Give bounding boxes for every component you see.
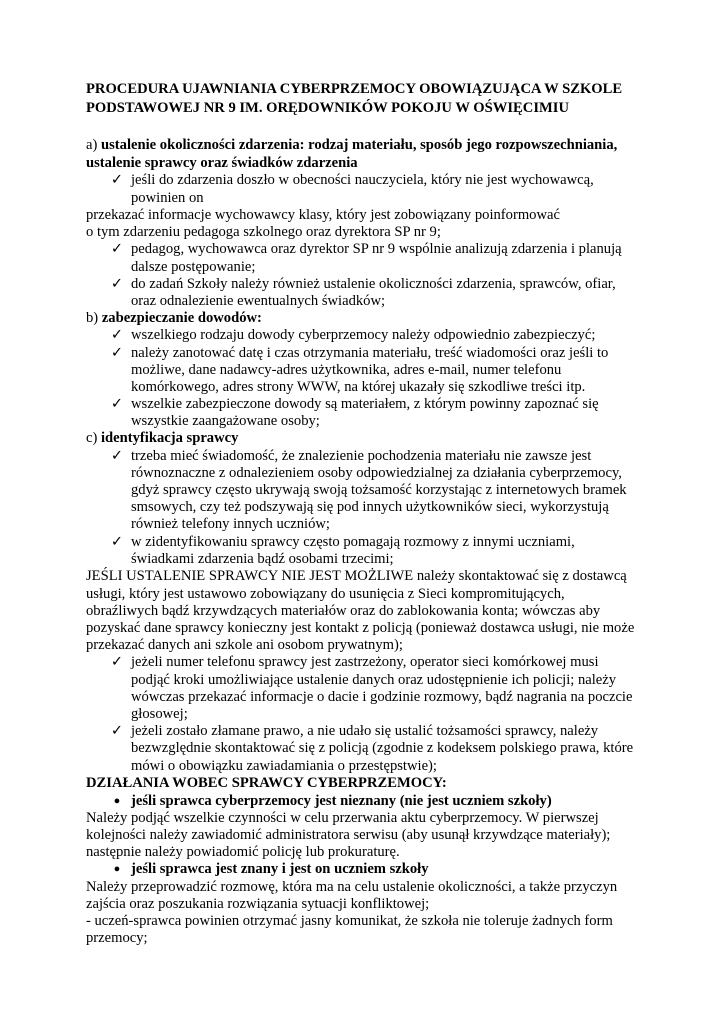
list-item-cont: oraz odnalezienie ewentualnych świadków; [131, 293, 386, 309]
paragraph-line: - uczeń-sprawca powinien otrzymać jasny komunikat, że szkoła nie toleruje żadnych form [86, 913, 613, 929]
list-item: jeżeli numer telefonu sprawcy jest zastrzeżony, operator sieci komórkowej musi [131, 654, 599, 670]
paragraph-line: pozyskać dane sprawcy konieczny jest kontakt z policją (ponieważ dostawca usługi, nie może [86, 620, 635, 636]
checkmark-icon: ✓ [110, 448, 124, 464]
paragraph-line: obraźliwych bądź krzywdzących materiałów oraz do zablokowania konta; wówczas aby [86, 603, 601, 619]
paragraph-line: usługi, który jest ustawowo zobowiązany do usunięcia z Sieci kompromitujących, [86, 586, 565, 602]
checkmark-icon: ✓ [110, 396, 124, 412]
list-item-cont: mówi o obowiązku zawiadamiania o przestępstwie); [131, 758, 437, 774]
checkmark-icon: ✓ [110, 241, 124, 257]
title-line: PROCEDURA UJAWNIANIA CYBERPRZEMOCY OBOWIĄZUJĄCA W SZKOLE [86, 81, 623, 97]
bullet-icon: ● [113, 795, 121, 807]
list-item-cont: komórkowego, adres strony WWW, na której ukazały się szkodliwe treści itp. [131, 379, 586, 395]
list-item-cont: świadkami zdarzenia bądź osobami trzecimi; [131, 551, 394, 567]
paragraph-line: zajścia oraz poszukania rozwiązania sytuacji konfliktowej; [86, 896, 430, 912]
paragraph-line: o tym zdarzeniu pedagoga szkolnego oraz dyrektora SP nr 9; [86, 224, 441, 240]
list-item-cont: wówczas przekazać informacje o dacie i godzinie rozmowy, bądź nagrania na poczcie [131, 689, 633, 705]
list-item: należy zanotować datę i czas otrzymania materiału, treść wiadomości oraz jeśli to [131, 345, 609, 361]
list-item-cont: powinien on [131, 190, 204, 206]
section-c-heading: c) identyfikacja sprawcy [86, 430, 239, 446]
paragraph-line: Należy przeprowadzić rozmowę, która ma na celu ustalenie okoliczności, a także przyczyn [86, 879, 618, 895]
paragraph-line: Należy podjąć wszelkie czynności w celu przerwania aktu cyberprzemocy. W pierwszej [86, 810, 599, 826]
list-item-cont: równoznaczne z odnalezieniem osoby odpowiedzialnej za działania cyberprzemocy, [131, 465, 622, 481]
section-b-heading: b) zabezpieczanie dowodów: [86, 310, 262, 326]
section-a-heading: a) ustalenie okoliczności zdarzenia: rodzaj materiału, sposób jego rozpowszechniania, [86, 137, 618, 153]
checkmark-icon: ✓ [110, 723, 124, 739]
bullet-icon: ● [113, 863, 121, 875]
document-title [86, 80, 666, 118]
bullet-heading: jeśli sprawca cyberprzemocy jest nieznany (nie jest uczniem szkoły) [131, 793, 552, 809]
list-item-cont: możliwe, dane nadawcy-adres użytkownika, adres e-mail, numer telefonu [131, 362, 562, 378]
paragraph-line: przekazać informacje wychowawcy klasy, który jest zobowiązany poinformować [86, 207, 560, 223]
section-a-heading-cont: ustalenie sprawcy oraz świadków zdarzenia [86, 155, 358, 171]
bullet-heading: jeśli sprawca jest znany i jest on uczniem szkoły [131, 861, 429, 877]
checkmark-icon: ✓ [110, 534, 124, 550]
list-item: trzeba mieć świadomość, że znalezienie pochodzenia materiału nie zawsze jest [131, 448, 592, 464]
list-item-cont: również telefony innych uczniów; [131, 516, 330, 532]
list-item: jeżeli zostało złamane prawo, a nie udało się ustalić tożsamości sprawcy, należy [131, 723, 599, 739]
paragraph-line: kolejności należy zawiadomić administratora serwisu (aby usunął krzywdzące materiały); [86, 827, 611, 843]
checkmark-icon: ✓ [110, 276, 124, 292]
checkmark-icon: ✓ [110, 327, 124, 343]
paragraph-line: JEŚLI USTALENIE SPRAWCY NIE JEST MOŻLIWE należy skontaktować się z dostawcą [86, 568, 627, 584]
list-item-cont: gdyż sprawcy często ukrywają swoją tożsamość korzystając z internetowych bramek [131, 482, 627, 498]
list-item-cont: dalsze postępowanie; [131, 259, 256, 275]
actions-heading: DZIAŁANIA WOBEC SPRAWCY CYBERPRZEMOCY: [86, 775, 447, 791]
list-item-cont: bezwzględnie skontaktować się z policją (zgodnie z kodeksem polskiego prawa, które [131, 740, 634, 756]
paragraph-line: następnie należy powiadomić policję lub prokuraturę. [86, 844, 400, 860]
list-item: do zadań Szkoły należy również ustalenie okoliczności zdarzenia, sprawców, ofiar, [131, 276, 616, 292]
checkmark-icon: ✓ [110, 345, 124, 361]
paragraph-line: przemocy; [86, 930, 148, 946]
list-item: jeśli do zdarzenia doszło w obecności nauczyciela, który nie jest wychowawcą, [131, 172, 594, 188]
list-item-cont: smsowych, czy też podszywają się pod innych użytkowników sieci, wykorzystują [131, 499, 609, 515]
list-item-cont: głosowej; [131, 706, 188, 722]
list-item: pedagog, wychowawca oraz dyrektor SP nr 9 wspólnie analizują zdarzenia i planują [131, 241, 622, 257]
checkmark-icon: ✓ [110, 172, 124, 188]
list-item: w zidentyfikowaniu sprawcy często pomagają rozmowy z innymi uczniami, [131, 534, 575, 550]
list-item: wszelkie zabezpieczone dowody są materiałem, z którym powinny zapoznać się [131, 396, 599, 412]
paragraph-line: przekazać danych ani szkole ani osobom prywatnym); [86, 637, 403, 653]
list-item-cont: podjąć kroki umożliwiające ustalenie danych oraz udostępnienie ich policji; należy [131, 672, 617, 688]
list-item-cont: wszystkie zaangażowane osoby; [131, 413, 320, 429]
title-line: PODSTAWOWEJ NR 9 IM. ORĘDOWNIKÓW POKOJU W OŚWIĘCIMIU [86, 100, 569, 116]
list-item: wszelkiego rodzaju dowody cyberprzemocy należy odpowiednio zabezpieczyć; [131, 327, 596, 343]
checkmark-icon: ✓ [110, 654, 124, 670]
